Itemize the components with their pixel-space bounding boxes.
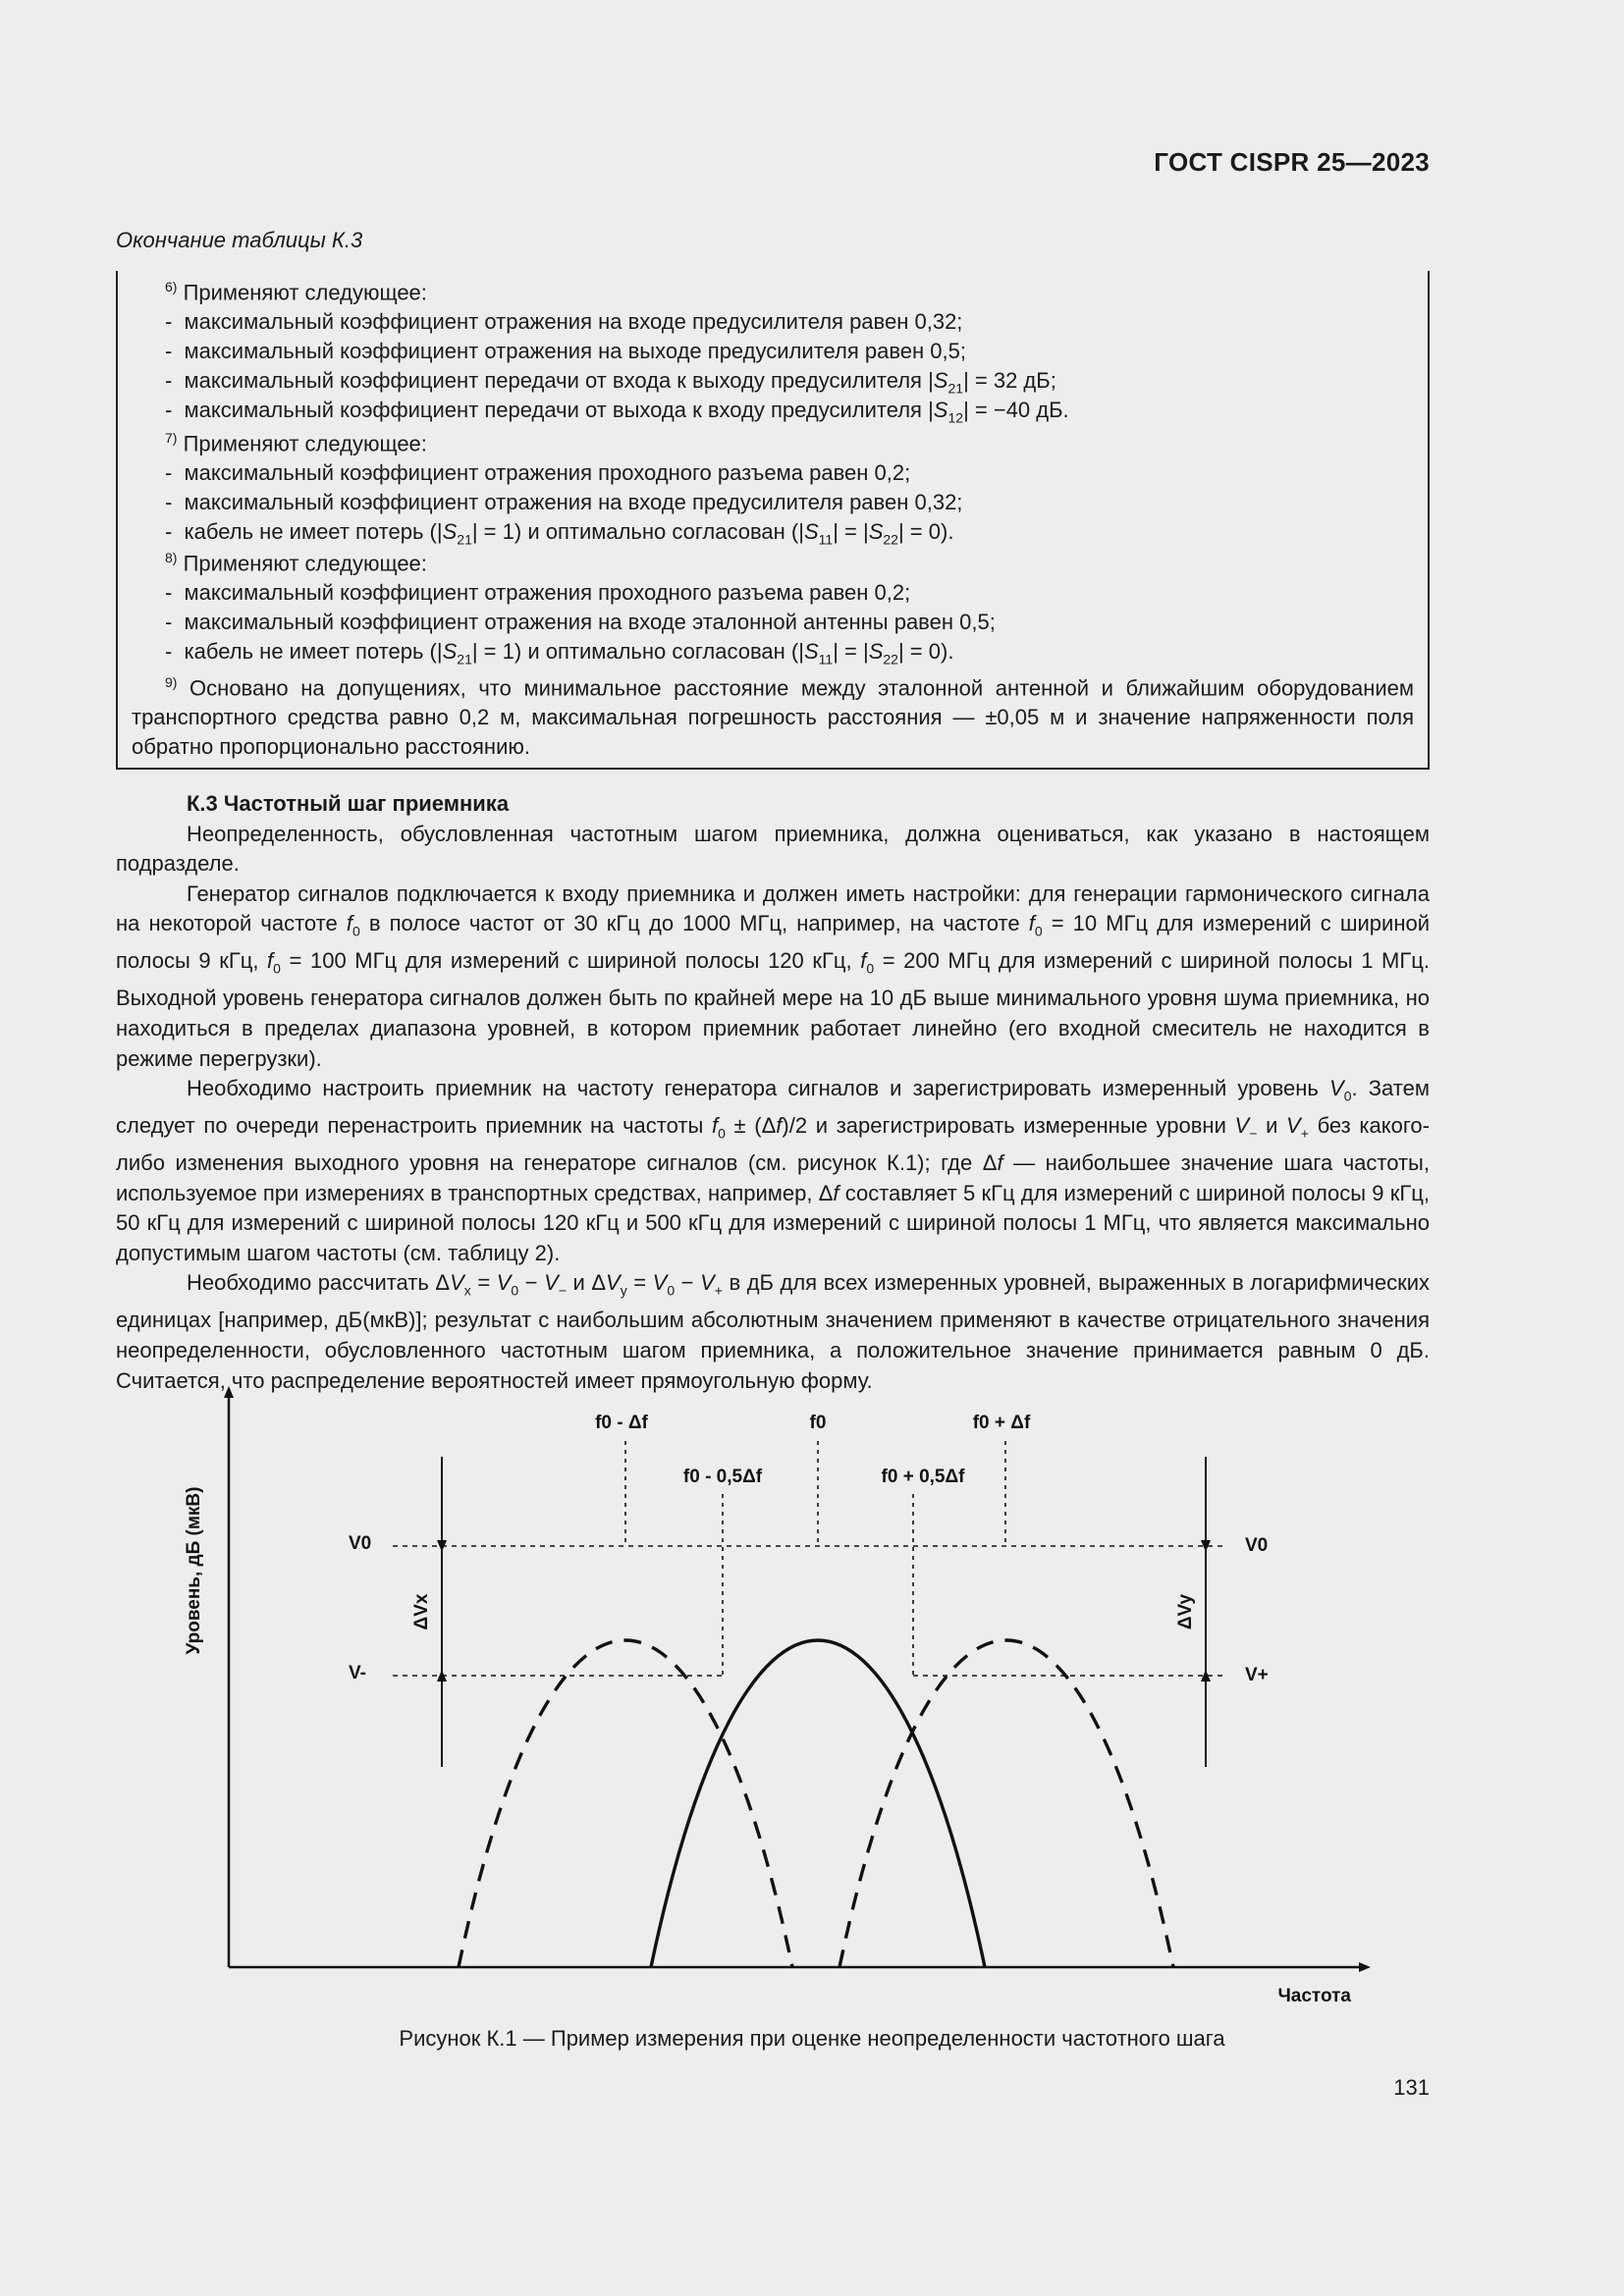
paragraph-1: Неопределенность, обусловленная частотным шагом приемника, должна оцениваться, как указано в настоящем подразделе.	[116, 821, 1430, 877]
label-vminus: V-	[349, 1663, 366, 1683]
footnote-8-item: - кабель не имеет потерь $(|S_{21}| = 1)$ и оптимально согласован $(|S_{11}| = |S_{22}| = 0)$.	[165, 639, 954, 667]
label-v0-left: V0	[349, 1533, 372, 1554]
page-number: 131	[1393, 2075, 1430, 2100]
footnote-6-item: - максимальный коэффициент передачи от входа к выходу предусилителя $|S_{21}| = 32$ дБ;	[165, 368, 1056, 397]
x-axis-label: Частота	[1277, 1986, 1351, 2006]
footnote-8-item: - максимальный коэффициент отражения проходного разъема равен 0,2;	[165, 580, 911, 605]
footnote-6-intro: $^{6)}$ Применяют следующее:	[165, 279, 427, 305]
figure-caption: Рисунок К.1 — Пример измерения при оценке неопределенности частотного шага	[399, 2026, 1225, 2051]
document-header: ГОСТ CISPR 25—2023	[1154, 147, 1430, 177]
footnote-6-item: - максимальный коэффициент передачи от выхода к входу предусилителя $|S_{12}| = -40$ дБ.	[165, 398, 1069, 426]
footnote-7-item: - максимальный коэффициент отражения на входе предусилителя равен 0,32;	[165, 490, 963, 514]
label-f0-minus-df: f0 - Δf	[595, 1413, 648, 1433]
paragraph-3: Необходимо настроить приемник на частоту генератора сигналов и зарегистрировать измеренный уровень $V_0$. Затем следует по очереди перенастроить приемник на частоты $f_0 \pm (\Delta f)/2$ и зарегистрировать измеренные уровни $V_-$ и $V_+$ без какого-либо изменения выходного уровня на генераторе сигналов (см. рисунок К.1); где Δf — наибольшее значение шага частоты, используемое при измерениях в транспортных средствах, например, Δf составляет 5 кГц для измерений с шириной полосы 9 кГц, 50 кГц для измерений с шириной полосы 120 кГц и 500 кГц для измерений с шириной полосы 1 МГц, что является максимально допустимым шагом частоты (см. таблицу 2).	[116, 1076, 1430, 1265]
label-f0-minus-half: f0 - 0,5Δf	[682, 1467, 763, 1487]
footnote-7-intro: $^{7)}$ Применяют следующее:	[165, 430, 427, 456]
label-vplus: V+	[1245, 1665, 1269, 1685]
table-continuation-caption: Окончание таблицы К.3	[116, 228, 363, 252]
y-axis-label: Уровень, дБ (мкВ)	[184, 1486, 204, 1655]
label-v0-right: V0	[1245, 1535, 1269, 1556]
footnote-7-item: - максимальный коэффициент отражения проходного разъема равен 0,2;	[165, 460, 911, 485]
footnote-8-intro: $^{8)}$ Применяют следующее:	[165, 550, 427, 576]
footnote-8-item: - максимальный коэффициент отражения на входе эталонной антенны равен 0,5;	[165, 610, 996, 634]
paragraph-2: Генератор сигналов подключается к входу приемника и должен иметь настройки: для генерации гармонического сигнала на некоторой частоте $f_0$ в полосе частот от 30 кГц до 1000 МГц, например, на частоте $f_0 = 10$ МГц для измерений с шириной полосы 9 кГц, $f_0 = 100$ МГц для измерений с шириной полосы 120 кГц, $f_0 = 200$ МГц для измерений с шириной полосы 1 МГц. Выходной уровень генератора сигналов должен быть по крайней мере на 10 дБ выше минимального уровня шума приемника, но находиться в пределах диапазона уровней, в котором приемник работает линейно (его входной смеситель не находится в режиме перегрузки).	[116, 881, 1430, 1071]
paragraph-4: Необходимо рассчитать $\Delta V_x = V_0 - V_-$ и $\Delta V_y = V_0 - V_+$ в дБ для всех измеренных уровней, выраженных в логарифмических единицах [например, дБ(мкВ)]; результат с наибольшим абсолютным значением применяют в качестве отрицательного значения неопределенности, обусловленного частотным шагом приемника, а положительное значение принимается равным 0 дБ. Считается, что распределение вероятностей имеет прямоугольную форму.	[116, 1270, 1430, 1393]
curve-left-dashed	[459, 1640, 792, 1967]
curve-right-dashed	[839, 1640, 1173, 1967]
footnote-7-item: - кабель не имеет потерь $(|S_{21}| = 1)$ и оптимально согласован $(|S_{11}| = |S_{22}| = 0)$.	[165, 519, 954, 548]
label-dvx: ΔVx	[411, 1593, 432, 1630]
section-heading: К.3 Частотный шаг приемника	[187, 791, 510, 816]
footnote-9: $^{9)}$ Основано на допущениях, что минимальное расстояние между эталонной антенной и ближайшим оборудованием транспортного средства равно 0,2 м, максимальная погрешность расстояния — ±0,05 м и значение напряженности поля обратно пропорционально расстоянию.	[132, 674, 1414, 760]
footnote-6-item: - максимальный коэффициент отражения на входе предусилителя равен 0,32;	[165, 309, 963, 334]
label-f0-plus-df: f0 + Δf	[972, 1413, 1031, 1433]
footnote-6-item: - максимальный коэффициент отражения на выходе предусилителя равен 0,5;	[165, 339, 966, 363]
label-f0-plus-half: f0 + 0,5Δf	[881, 1467, 965, 1487]
label-f0: f0	[809, 1413, 827, 1433]
curve-center-solid	[651, 1640, 985, 1967]
label-dvy: ΔVy	[1175, 1593, 1196, 1630]
